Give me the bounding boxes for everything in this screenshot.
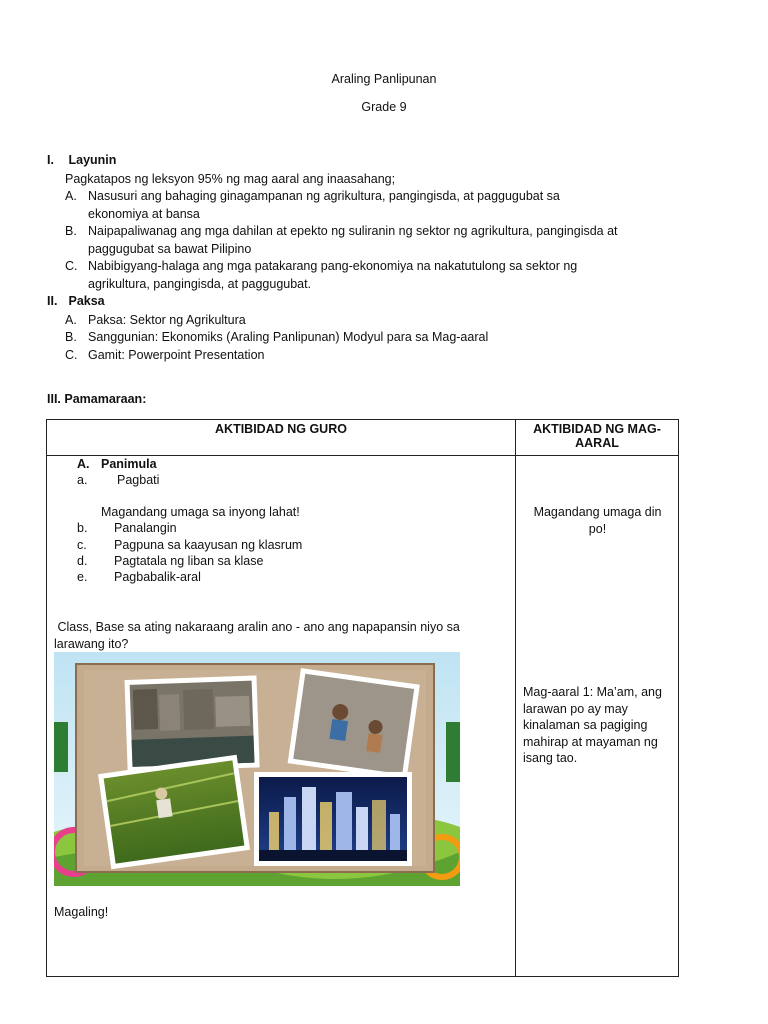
question-line: larawang ito? <box>54 636 129 651</box>
teacher-question <box>54 619 460 652</box>
teacher-activity-header: AKTIBIDAD NG GURO <box>47 420 516 456</box>
answer-line: mahirap at mayaman ng <box>523 734 658 749</box>
answer-line: isang tao. <box>523 751 578 765</box>
student-activity-cell <box>516 456 679 977</box>
objective-letter: A. <box>65 189 77 203</box>
question-line: Class, Base sa ating nakaraang aralin ano - ano ang napapansin niyo sa <box>54 620 460 634</box>
objective-line: paggugubat sa bawat Pilipino <box>88 241 252 256</box>
sub-item-text: Pagbabalik-aral <box>114 570 201 584</box>
student-greeting <box>516 504 679 537</box>
document-title: Araling Panlipunan <box>331 72 437 86</box>
section-title: Paksa <box>68 294 105 308</box>
objective-line: agrikultura, pangingisda, at paggugubat. <box>88 276 312 291</box>
procedure-table <box>46 419 679 977</box>
teacher-activity-cell <box>47 456 516 977</box>
sub-item-letter: c. <box>77 538 87 552</box>
paksa-item-a <box>65 312 655 330</box>
header-line: AARAL <box>575 436 619 450</box>
section-numeral: II. <box>47 294 58 308</box>
section-pamamaraan-heading: III. Pamamaraan: <box>47 392 147 406</box>
section-numeral: I. <box>47 153 54 167</box>
sub-item-letter: b. <box>77 521 88 535</box>
section-title: Layunin <box>68 153 117 167</box>
greeting-line: Magandang umaga din <box>533 505 662 519</box>
objective-line: Naipapaliwanag ang mga dahilan at epekto ng suliranin ng sektor ng agrikultura, pangingisda at <box>88 224 618 238</box>
paksa-item-b <box>65 329 655 347</box>
header-line: AKTIBIDAD NG MAG- <box>533 422 661 436</box>
objective-letter: C. <box>65 259 78 273</box>
paksa-letter: A. <box>65 313 77 327</box>
sub-item-text: Panalangin <box>114 521 177 535</box>
paksa-letter: B. <box>65 330 77 344</box>
section-layunin-heading <box>47 153 116 167</box>
sub-item-letter: e. <box>77 570 88 584</box>
sub-item-letter: a. <box>77 473 88 487</box>
objective-item-b <box>65 223 655 258</box>
student-answer <box>523 684 662 767</box>
table-row <box>47 456 679 977</box>
grade-level: Grade 9 <box>361 100 407 114</box>
answer-line: larawan po ay may <box>523 701 628 716</box>
objective-letter: B. <box>65 224 77 238</box>
paksa-letter: C. <box>65 348 78 362</box>
answer-line: kinalaman sa pagiging <box>523 718 648 732</box>
sub-item-text: Pagtatala ng liban sa klase <box>114 554 264 568</box>
panimula-heading <box>77 456 157 473</box>
sub-item-text: Pagbati <box>117 473 160 487</box>
paksa-text: Paksa: Sektor ng Agrikultura <box>88 313 246 327</box>
objective-line: Nasusuri ang bahaging ginagampanan ng agrikultura, pangingisda, at paggugubat sa <box>88 189 560 203</box>
layunin-intro: Pagkatapos ng leksyon 95% ng mag aaral ang inaasahang; <box>65 172 396 186</box>
paksa-item-c <box>65 347 655 365</box>
objective-line: Nabibigyang-halaga ang mga patakarang pang-ekonomiya na nakatutulong sa sektor ng <box>88 259 578 273</box>
table-header-row <box>47 420 679 456</box>
greeting-line: po! <box>588 521 607 536</box>
objective-line: ekonomiya at bansa <box>88 206 200 221</box>
objective-item-c <box>65 258 655 293</box>
teacher-greeting: Magandang umaga sa inyong lahat! <box>101 505 300 519</box>
paksa-text: Sanggunian: Ekonomiks (Araling Panlipunan) Modyul para sa Mag-aaral <box>88 330 489 344</box>
sub-item-text: Pagpuna sa kaayusan ng klasrum <box>114 538 303 552</box>
section-paksa-heading <box>47 294 105 308</box>
collage-image <box>54 652 460 886</box>
objective-item-a <box>65 188 655 223</box>
panimula-letter: A. <box>77 457 90 471</box>
panimula-title: Panimula <box>100 457 157 471</box>
student-activity-header <box>516 420 679 456</box>
answer-line: Mag-aaral 1: Ma’am, ang <box>523 685 662 699</box>
teacher-closing: Magaling! <box>54 905 109 919</box>
sub-item-letter: d. <box>77 554 88 568</box>
paksa-text: Gamit: Powerpoint Presentation <box>88 348 265 362</box>
